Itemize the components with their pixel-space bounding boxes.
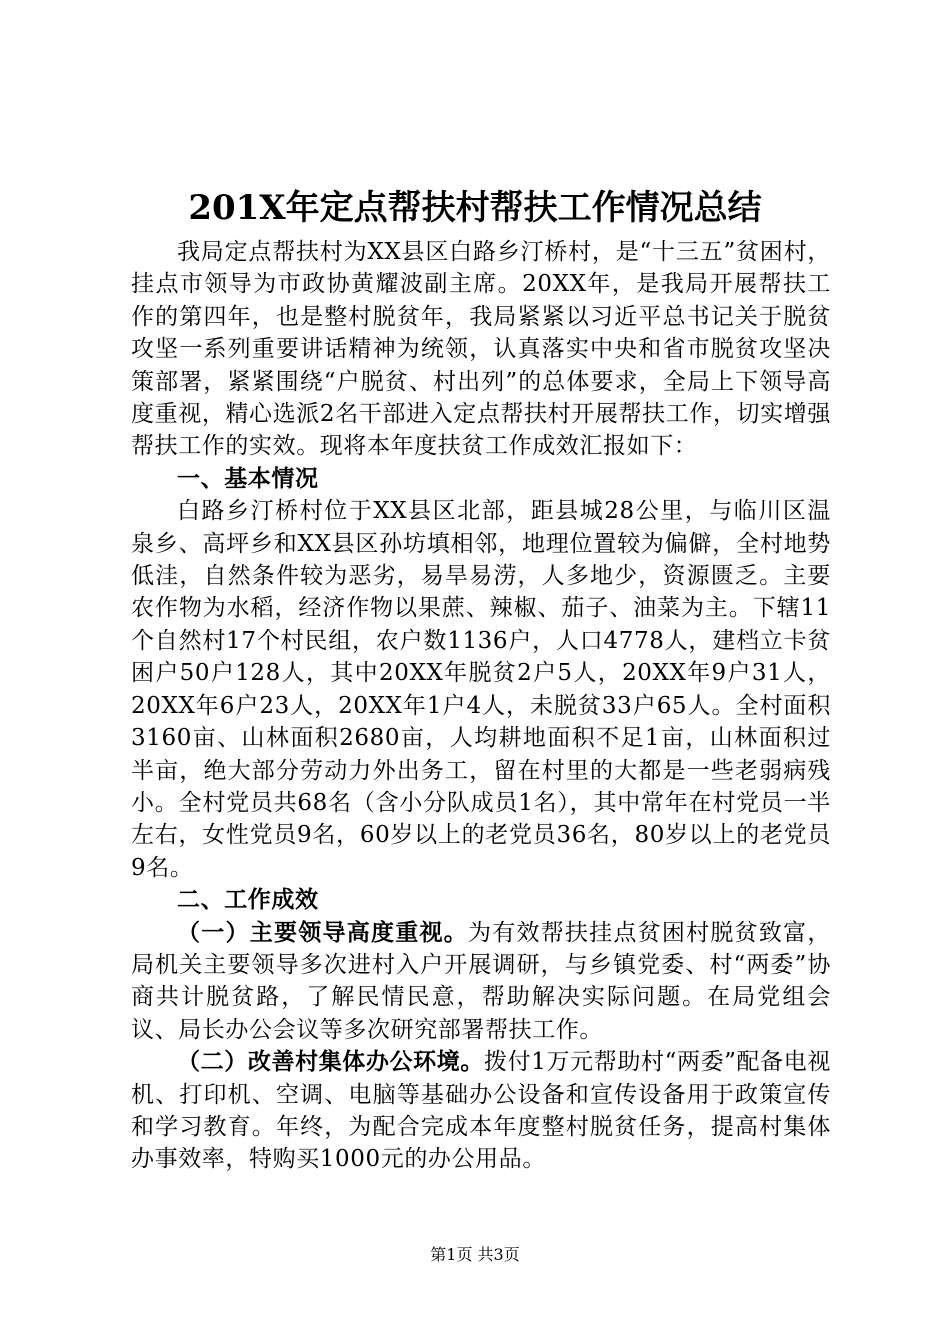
page-footer: 第1页 共3页 [430, 1245, 520, 1264]
section-heading-achievements: 二、工作成效 [177, 886, 319, 914]
achievement-item-1 [131, 917, 831, 1047]
achievement-item-1-text: 为有效帮扶挂点贫困村脱贫致富，局机关主要领导多次进村入户开展调研，与乡镇党委、村“两委”协商共计脱贫路，了解民情民意，帮助解决实际问题。在局党组会议、局长办公会议等多次研究部署帮扶工作。 [131, 919, 831, 1043]
basic-info-paragraph: 白路乡汀桥村位于XX县区北部，距县城28公里，与临川区温泉乡、高坪乡和XX县区孙坊填相邻，地理位置较为偏僻，全村地势低洼，自然条件较为恶劣，易旱易涝，人多地少，资源匮乏。主要农作物为水稻，经济作物以果蔗、辣椒、茄子、油菜为主。下辖11个自然村17个村民组，农户数1136户，人口4778人，建档立卡贫困户50户128人，其中20XX年脱贫2户5人，20XX年9户31人，20XX年6户23人，20XX年1户4人，未脱贫33户65人。全村面积3160亩、山林面积2680亩，人均耕地面积不足1亩，山林面积过半亩，绝大部分劳动力外出务工，留在村里的大都是一些老弱病残小。全村党员共68名（含小分队成员1名），其中常年在村党员一半左右，女性党员9名，60岁以上的老党员36名，80岁以上的老党员9名。 [131, 498, 831, 881]
intro-paragraph: 我局定点帮扶村为XX县区白路乡汀桥村，是“十三五”贫困村，挂点市领导为市政协黄耀波副主席。20XX年，是我局开展帮扶工作的第四年，也是整村脱贫年，我局紧紧以习近平总书记关于脱贫攻坚一系列重要讲话精神为统领，认真落实中央和省市脱贫攻坚决策部署，紧紧围绕“户脱贫、村出列”的总体要求，全局上下领导高度重视，精心选派2名干部进入定点帮扶村开展帮扶工作，切实增强帮扶工作的实效。现将本年度扶贫工作成效汇报如下： [131, 239, 831, 460]
achievement-item-2 [131, 1046, 831, 1176]
achievement-item-1-lead: （一）主要领导高度重视。 [177, 918, 468, 946]
document-body [131, 236, 831, 1176]
document-title: 201X年定点帮扶村帮扶工作情况总结 [188, 188, 762, 228]
section-heading-basic-info: 一、基本情况 [177, 464, 319, 492]
achievement-item-2-lead: （二）改善村集体办公环境。 [177, 1048, 485, 1076]
achievement-item-2-text: 拨付1万元帮助村“两委”配备电视机、打印机、空调、电脑等基础办公设备和宣传设备用于政策宣传和学习教育。年终，为配合完成本年度整村脱贫任务，提高村集体办事效率，特购买1000元的办公用品。 [131, 1049, 831, 1173]
